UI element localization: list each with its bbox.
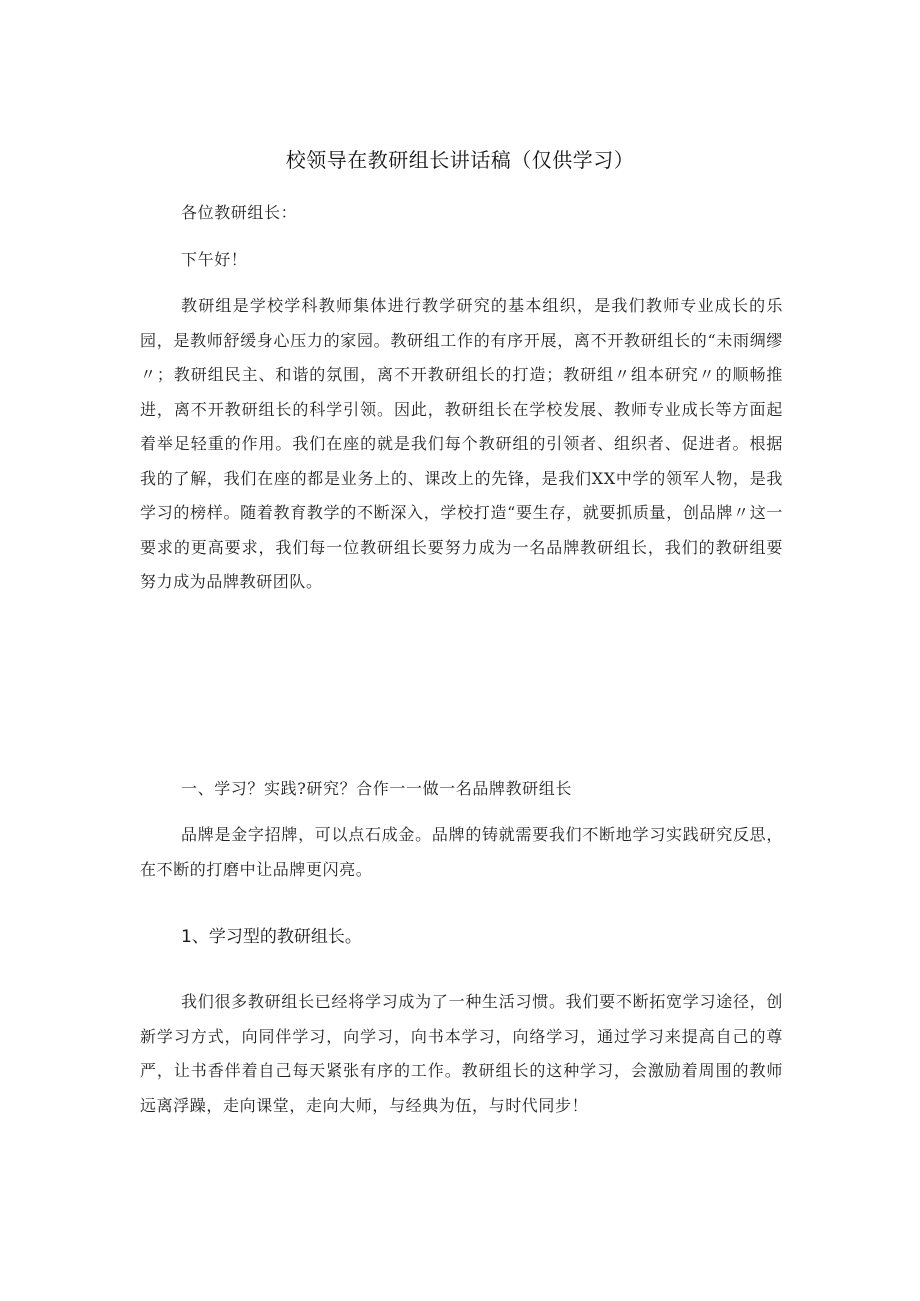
section-heading: 一、学习？实践?研究？合作一一做一名品牌教研组长 — [181, 779, 572, 798]
document-title: 校领导在教研组长讲话稿（仅供学习） — [285, 148, 635, 172]
paragraph-intro: 教研组是学校学科教师集体进行教学研究的基本组织，是我们教师专业成长的乐园，是教师舒缓身心压力的家园。教研组工作的有序开展，离不开教研组长的“未雨绸缪〃；教研组民主、和谐的氛围，离不开教研组长的打造；教研组〃组本研究〃的顺畅推进，离不开教研组长的科学引领。因此，教研组长在学校发展、教师专业成长等方面起着举足轻重的作用。我们在座的就是我们每个教研组的引领者、组织者、促进者。根据我的了解，我们在座的都是业务上的、课改上的先锋，是我们XX中学的领军人物，是我学习的榜样。随着教育教学的不断深入，学校打造“要生存，就要抓质量，创品牌〃这一要求的更高要求，我们每一位教研组长要努力成为一名品牌教研组长，我们的教研组要努力成为品牌教研团队。 — [140, 296, 783, 591]
salutation: 各位教研组长： — [181, 203, 298, 222]
paragraph-brand: 品牌是金字招牌，可以点石成金。品牌的铸就需要我们不断地学习实践研究反思，在不断的打磨中让品牌更闪亮。 — [140, 825, 783, 879]
sub-heading: 1、学习型的教研组长。 — [181, 927, 362, 947]
greeting: 下午好！ — [181, 250, 248, 269]
paragraph-learning: 我们很多教研组长已经将学习成为了一种生活习惯。我们要不断拓宽学习途径，创新学习方式，向同伴学习，向学习，向书本学习，向络学习，通过学习来提高自己的尊严，让书香伴着自己每天紧张有序的工作。教研组长的这种学习，会激励着周围的教师远离浮躁，走向课堂，走向大师，与经典为伍，与时代同步！ — [140, 992, 783, 1115]
